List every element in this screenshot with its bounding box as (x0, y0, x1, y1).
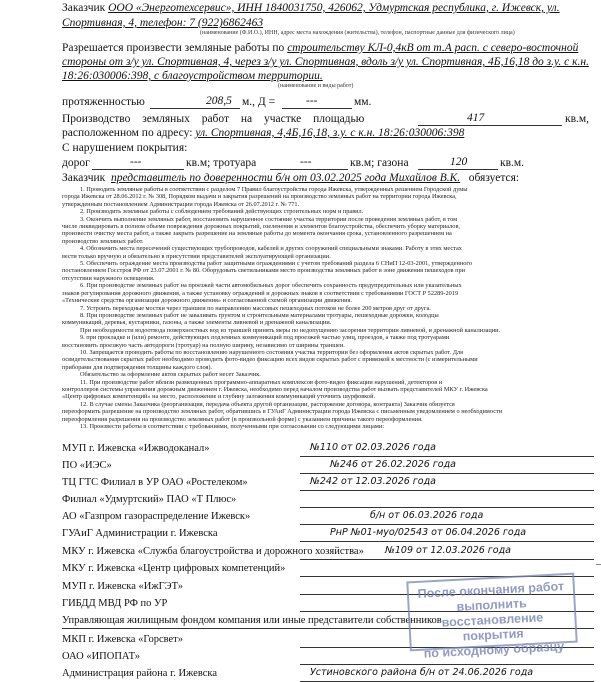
area-unit: кв.м, (565, 113, 590, 125)
sidewalk-value: --- (300, 156, 312, 168)
regulation-line: утвержденным постановлением Администрации города Ижевска от 26.07.2012 г. № 771. (62, 200, 300, 208)
approval-line (300, 664, 594, 665)
regulation-line: произвести очистку места работ, а также закрыть разрешение на земляные работы до момента окончания срока, установленного разрешением на (62, 230, 452, 238)
regulation-line: отсутствии наружного освещения. (62, 274, 155, 282)
permit-intro: Разрешается произвести земляные работы по (62, 42, 285, 54)
customer-line-1 (62, 2, 560, 15)
stamp-line-4: по исходному образцу (423, 639, 565, 661)
approval-line (300, 559, 594, 560)
approval-org: Управляющая жилищным фондом компания или иные представители собственников (62, 615, 442, 626)
regulation-line: Обязательство за оформление актов скрытых работ несет Заказчик. (80, 371, 261, 379)
permit-line-1 (62, 42, 578, 55)
length-value: 208,5 (206, 95, 232, 107)
regulation-line: вести только вручную и обязательно в присутствии представителей эксплуатирующей организации. (62, 252, 331, 260)
approval-line (300, 456, 594, 457)
regulation-line: переоформления разрешения на производство земляных работ (в произвольной форме) с указанием причины такого переоформления. (62, 415, 423, 423)
customer-value-1: ООО «Энерготехсервис», ИНН 1840031750, 426062, Удмуртская республика, г. Ижевск, ул. (108, 2, 560, 14)
regulation-line: 12. В случае смены Заказчика (реорганизация, передача объекта другой организации, расторжение договора, контракта) Заказчик обязуется (80, 400, 455, 408)
length-label: протяженностью (62, 96, 145, 108)
approval-value: №246 от 26.02.2026 года (330, 459, 457, 470)
regulation-line: 8. При производстве земляных работ не заваливать грунтом и строительными материалами тротуары, пешеходные дорожки, колодцы (80, 311, 439, 319)
customer-line-2 (62, 17, 263, 30)
road-value: --- (130, 156, 142, 168)
approval-value: РнР №01-муо/02543 от 06.04.2026 года (330, 527, 527, 538)
approval-org: АО «Газпром газораспределение Ижевск» (62, 511, 251, 522)
regulation-line: постановлением Госстроя РФ от 23.07.2001 г. № 80. Оборудовать светильниками место производства земляных работ в зоне движения пешеходов при (62, 267, 465, 275)
lawn-unit: кв.м. (500, 157, 525, 169)
stamp-line-3: восстановление покрытия (441, 610, 544, 644)
sidewalk-unit: кв.м; газона (350, 157, 409, 169)
regulation-line: производство земляных работ. (62, 237, 144, 245)
approval-org: Филиал «Удмуртский» ПАО «Т Плюс» (62, 494, 237, 505)
approval-line (300, 473, 594, 474)
regulations-text (62, 186, 582, 430)
approval-org: ОАО «ИПОПАТ» (62, 651, 140, 662)
regulation-line: знаков регулирования дорожного движения, а также установку ограждений и дорожных знаков в соответствии с требованиями ГОСТ Р 52289-2019 (62, 289, 459, 297)
customer-label: Заказчик (62, 2, 106, 14)
address-label: расположенном по адресу: (62, 127, 193, 139)
address-value: ул. Спортивная, 4,4Б,16,18, з.у. с к.н. 18:26:030006:398 (195, 127, 465, 139)
permit-value-3: 18:26:030006:398, с благоустройством территории. (62, 70, 323, 82)
regulation-line: 2. Производить земляные работы с соблюдением требований действующих строительных норм и правил. (80, 208, 364, 216)
approval-org: ГУАиГ Администрации г. Ижевска (62, 528, 218, 539)
lawn-value: 120 (450, 156, 468, 168)
regulation-line: «Технические средства организации дорожного движения» и согласованной схемой организации движения. (62, 297, 352, 305)
regulation-line: коммуникаций, деревья, кустарники, газоны, а также элементы ливневой и дренажной канализации. (62, 319, 332, 327)
approval-org: ТЦ ГТС Филиал в УР ОАО «Ростелеком» (62, 477, 248, 488)
approval-value: №109 от 12.03.2026 года (385, 545, 512, 556)
regulation-line: 6. При производстве земляных работ на проезжей части автомобильных дорог обеспечить сохранность предупредительных или указательных (80, 282, 462, 290)
regulation-line: 7. Устроить переходные мостки через траншеи по направлению массовых пешеходных потоков не более 200 метров друг от друга. (80, 304, 431, 312)
approval-value: б/н от 06.03.2026 года (370, 510, 484, 521)
stamp-line-1: После окончания работ (417, 579, 565, 601)
obligation-suffix: обязуется: (468, 172, 520, 184)
approval-org: ГИБДД МВД РФ по УР (62, 598, 168, 609)
permit-value-2: стороны от з/у ул. Спортивная, 4, через з/у ул. Спортивная, вдоль з/у ул. Спортивная, 4Б,16,18 до з.у. с к.н. (62, 56, 589, 68)
regulation-line: освидетельствования скрытых работ необходимо проводить фото-видео фиксацию всех видов скрытых работ с привязкой к местности (с измерительными (62, 356, 478, 364)
regulation-line: 10. Запрещается проводить работы по восстановлению нарушенного состояния участка территории без оформления актов скрытых работ. Для (80, 348, 464, 356)
stamp (406, 573, 577, 661)
regulation-line: 1. Проводить земляные работы в соответствии с разделом 7 Правил благоустройства города Ижевска, утвержденных решением Городской думы (80, 186, 468, 193)
regulation-line: 9. при прокладке и (или) ремонте, действующих подземных коммуникаций под проезжей частью улиц, проездов, а также под тротуарами (80, 334, 450, 342)
area-value: 417 (467, 112, 485, 124)
obligation-label: Заказчик (62, 172, 106, 184)
regulation-line: переоформить разрешение на производство земляных работ, обратившись в ГУАиГ Администрации города Ижевска с письменным уведомлением о необходимости (62, 408, 503, 416)
approval-org: ПО «ИЭС» (62, 460, 112, 471)
regulation-line: 3. Окончить выполнение земляных работ, восстановить нарушенное состояние участка территории после проведения земляных работ, в том (80, 215, 458, 223)
area-label: Производство земляных работ на участке площадью (62, 113, 365, 125)
regulation-line: 11. При производстве работ вблизи размещенных программно-аппаратных комплексов фото-видео фиксации нарушений, детекторов и (80, 378, 443, 386)
approval-line (300, 541, 594, 542)
regulation-line: «Центр цифровых компетенций» на место, расположение и глубину заложения коммуникаций уточнить шурфовкой. (62, 393, 376, 401)
approval-org: МУП г. Ижевска «Ижводоканал» (62, 443, 210, 454)
road-label: дорог (62, 157, 90, 169)
approval-org: МКУ г. Ижевска «Центр цифровых компетенций» (62, 563, 286, 574)
length-unit: м., Д = (242, 96, 276, 108)
permit-caption: (наименование и виды работ) (278, 83, 354, 89)
approval-org: МКУ г. Ижевска «Служба благоустройства и дорожного хозяйства» (62, 546, 364, 557)
regulation-line: контроллеров системы управления дорожным движением г. Ижевска, необходимо перед началом производства работ вызвать представителей МКУ г. Ижевска (62, 385, 488, 393)
regulation-line: восстановить проезжую часть автодороги (тротуар) на полную ширину, независимо от ширины траншеи. (62, 341, 345, 349)
regulation-line: 13. Произвести работы в соответствии с требованиями, полученными при согласовании со следующими лицами: (80, 423, 384, 430)
road-unit: кв.м; тротуара (186, 157, 257, 169)
customer-caption: (наименование (Ф.И.О.), ИНН, адрес места нахождения (жительства), телефон, паспортные данные для физического лица) (200, 30, 515, 36)
approval-value: Устиновского района б/н от 24.06.2026 года (310, 667, 534, 678)
d-value: --- (306, 95, 318, 107)
approval-org: Администрация района г. Ижевска (62, 668, 217, 679)
regulation-line: При необходимости водоотвода поверхностных вод из траншей принять меры по недопущению засорения территории ливневой, и дренажной канализации. (80, 326, 501, 334)
coverage-label: С нарушением покрытия: (62, 142, 188, 154)
obligation-line (62, 172, 519, 185)
approval-line (300, 490, 594, 491)
address-line (62, 127, 464, 140)
approval-org: МУП г. Ижевска «ИжГЭТ» (62, 581, 183, 592)
regulation-line: 5. Обеспечить ограждение места производства работ защитными ограждениями с учетом требований раздела 6 СНиП 12-03-2001, утвержденного (80, 260, 472, 268)
approval-value: №242 от 12.03.2026 года (310, 476, 437, 487)
permit-value-1: строительству КЛ-0,4кВ от т.А расп. с северо-восточной (287, 42, 579, 54)
regulation-line: приборами для подтверждения толщины каждого слоя). (62, 363, 213, 371)
approval-value: №110 от 02.03.2026 года (310, 442, 437, 453)
regulation-line: числе ликвидировать в полном объеме повреждения дорожных покрытий, озеленения и элементов благоустройства, обеспечить уборку материалов, (62, 223, 460, 231)
regulation-line: 4. Обозначить места пересечений существующих трубопроводов, кабелей и других сооружений специальными знаками. Работу в этих местах (80, 245, 462, 253)
approval-line (300, 507, 594, 508)
side-mark: – (596, 559, 601, 570)
d-unit: мм. (354, 96, 372, 108)
approval-org: МКП г. Ижевска «Горсвет» (62, 634, 184, 645)
approval-line (300, 524, 594, 525)
regulation-line: города Ижевска от 28.06.2012 г. № 308, Порядком выдачи и закрытия разрешений на производство земляных работ на территории города Ижевска, (62, 193, 457, 201)
customer-value-2: Спортивная, 4, телефон: 7 (922)6862463 (62, 17, 264, 29)
stamp-line-2: выполнить (456, 596, 528, 614)
obligation-value: представитель по доверенности б/н от 03.02.2025 года Михайлов В.К. (110, 172, 461, 184)
